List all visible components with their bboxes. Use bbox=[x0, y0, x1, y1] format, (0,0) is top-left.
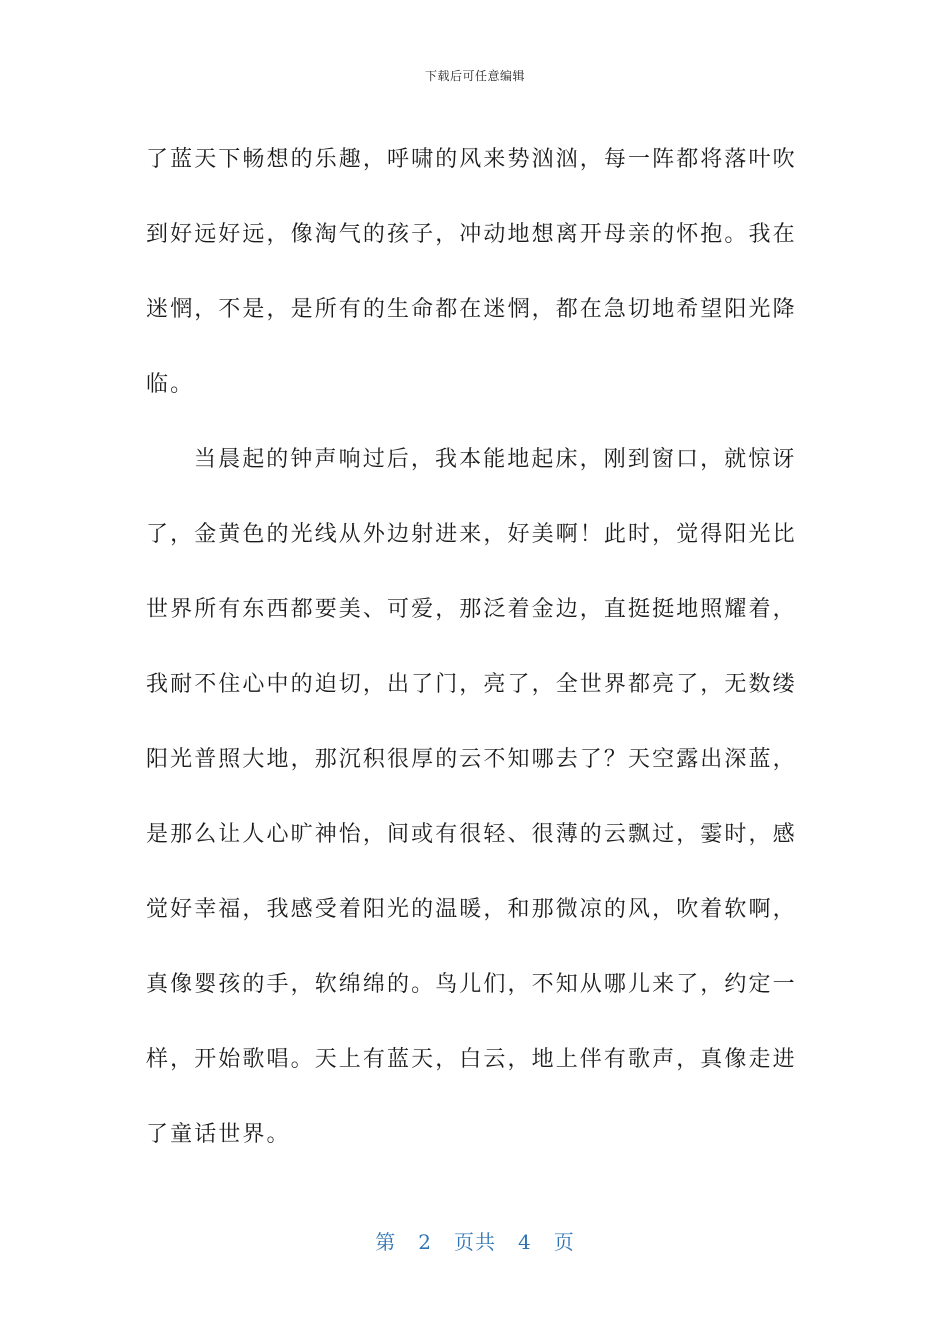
text-line: 世界所有东西都要美、可爱，那泛着金边，直挺挺地照耀着， bbox=[146, 597, 797, 622]
page-header: 下载后可任意编辑 bbox=[424, 69, 525, 83]
text-line: 我耐不住心中的迫切，出了门，亮了，全世界都亮了，无数缕 bbox=[146, 672, 797, 697]
text-line: 了蓝天下畅想的乐趣，呼啸的风来势汹汹，每一阵都将落叶吹 bbox=[146, 147, 797, 172]
text-line: 迷惘，不是，是所有的生命都在迷惘，都在急切地希望阳光降 bbox=[146, 297, 797, 322]
page-footer bbox=[0, 1226, 950, 1255]
text-line: 临。 bbox=[146, 372, 195, 397]
text-line: 样，开始歌唱。天上有蓝天，白云，地上伴有歌声，真像走进 bbox=[146, 1047, 797, 1072]
text-line: 觉好幸福，我感受着阳光的温暖，和那微凉的风，吹着软啊， bbox=[146, 897, 797, 922]
text-line: 了，金黄色的光线从外边射进来，好美啊！此时，觉得阳光比 bbox=[146, 522, 797, 547]
text-line: 了童话世界。 bbox=[146, 1122, 291, 1147]
footer-prefix: 第 bbox=[375, 1230, 397, 1254]
total-pages-number: 4 bbox=[518, 1230, 532, 1254]
text-line: 当晨起的钟声响过后，我本能地起床，刚到窗口，就惊讶 bbox=[194, 447, 797, 472]
footer-middle: 页共 bbox=[454, 1230, 496, 1254]
footer-suffix: 页 bbox=[553, 1230, 575, 1254]
current-page-number: 2 bbox=[418, 1230, 432, 1254]
text-line: 真像婴孩的手，软绵绵的。鸟儿们，不知从哪儿来了，约定一 bbox=[146, 972, 797, 997]
document-body bbox=[146, 122, 796, 1172]
text-line: 到好远好远，像淘气的孩子，冲动地想离开母亲的怀抱。我在 bbox=[146, 222, 797, 247]
text-line: 是那么让人心旷神怡，间或有很轻、很薄的云飘过，霎时，感 bbox=[146, 822, 797, 847]
text-line: 阳光普照大地，那沉积很厚的云不知哪去了？天空露出深蓝， bbox=[146, 747, 797, 772]
